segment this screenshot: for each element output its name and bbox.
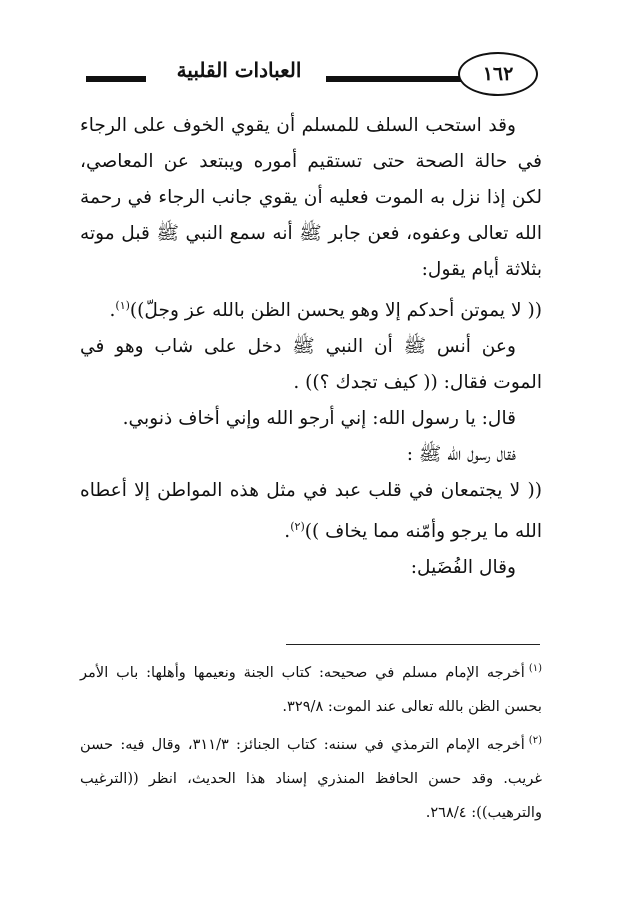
footnote-1-number: (١): [528, 663, 542, 674]
footnote-1-text: أخرجه الإمام مسلم في صحيحه: كتاب الجنة ونعيمها وأهلها: باب الأمر بحسن الظن بالله تعالى عند الموت: ٣٢٩/٨.: [80, 663, 542, 715]
footnotes: [80, 652, 542, 830]
footnote-2-text: أخرجه الإمام الترمذي في سننه: كتاب الجنائز: ٣١١/٣، وقال فيه: حسن غريب. وقد حسن الحافظ المنذري إسناد هذا الحديث، انظر ((الترغيب والترهيب)): ٢٦٨/٤.: [80, 735, 542, 821]
footnote-1: [80, 652, 542, 724]
page-number: ١٦٢: [458, 52, 538, 96]
paragraph-4: فقال رسول الله ﷺ :: [406, 444, 516, 466]
footnote-2-number: (٢): [528, 734, 542, 746]
hadith-quote-1-text: (( لا يموتن أحدكم إلا وهو يحسن الظن بالله عز وجلّ)): [129, 300, 542, 322]
page-header: [74, 52, 544, 96]
header-rule-left: [86, 76, 146, 82]
paragraph-2: وعن أنس ﷺ أن النبي ﷺ دخل على شاب وهو في الموت فقال: (( كيف تجدك ؟)) .: [80, 336, 542, 394]
hadith-quote-2: (( لا يجتمعان في قلب عبد في مثل هذه المواطن إلا أعطاه الله ما يرجو وأمّنه مما يخاف ))$^{(٢)}$.: [80, 480, 542, 543]
paragraph-5: وقال الفُضَيل:: [410, 557, 516, 579]
hadith-quote-2-text: (( لا يجتمعان في قلب عبد في مثل هذه المواطن إلا أعطاه الله ما يرجو وأمّنه مما يخاف )): [80, 480, 542, 543]
footnote-2: [80, 724, 542, 830]
paragraph-1: وقد استحب السلف للمسلم أن يقوي الخوف على الرجاء في حالة الصحة حتى تستقيم أموره ويبتعد عن المعاصي، لكن إذا نزل به الموت فعليه أن يقوي جانب الرجاء في رحمة الله تعالى وعفوه، فعن جابر ﷺ أنه سمع النبي ﷺ قبل موته بثلاثة أيام يقول:: [80, 115, 542, 280]
footnote-ref-2: (٢): [290, 520, 305, 534]
body-text: [80, 108, 542, 586]
running-title: العبادات القلبية: [176, 58, 302, 82]
paragraph-3: قال: يا رسول الله: إني أرجو الله وإني أخاف ذنوبي.: [122, 408, 516, 430]
footnote-separator: [286, 644, 540, 645]
hadith-quote-1: (( لا يموتن أحدكم إلا وهو يحسن الظن بالله عز وجلّ))$^{(١)}$.: [109, 299, 542, 322]
footnote-ref-1: (١): [115, 299, 130, 312]
